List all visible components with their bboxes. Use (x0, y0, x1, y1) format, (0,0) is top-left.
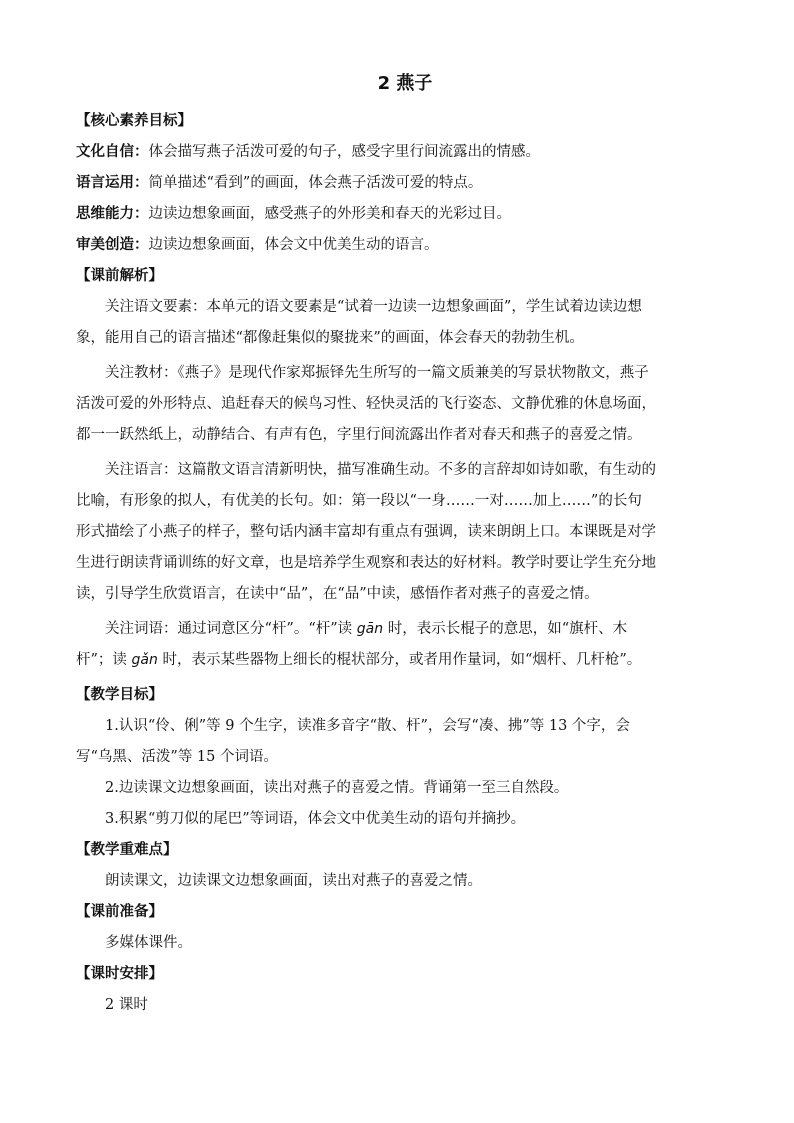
analysis-p1-line: 象，能用自己的语言描述“都像赶集似的聚拢来”的画面，体会春天的勃勃生机。 (76, 330, 584, 346)
teaching-goal-line: 写“乌黑、活泼”等 15 个词语。 (76, 749, 278, 765)
core-goal-item (76, 168, 718, 199)
analysis-p4-line (76, 614, 718, 645)
analysis-p4-text: 杆”；读 (76, 652, 132, 668)
core-goal-label: 语言运用： (76, 175, 149, 191)
core-goals-heading: 【核心素养目标】 (76, 113, 192, 129)
core-goal-item (76, 137, 718, 168)
analysis-p2-line: 关注教材：《燕子》是现代作家郑振铎先生所写的一篇文质兼美的写景状物散文，燕子 (105, 365, 649, 381)
key-points-text: 朗读课文，边读课文边想象画面，读出对燕子的喜爱之情。 (105, 873, 482, 889)
analysis-p3-line: 形式描绘了小燕子的样子，整句话内涵丰富却有重点有强调，读来朗朗上口。本课既是对学 (76, 524, 656, 540)
analysis-p4-text: 时，表示长棍子的意思，如“旗杆、木 (383, 621, 628, 637)
analysis-heading: 【课前解析】 (76, 268, 163, 284)
analysis-p3-line: 生进行朗读背诵训练的好文章，也是培养学生观察和表达的好材料。教学时要让学生充分地 (76, 555, 656, 571)
schedule-heading: 【课时安排】 (76, 966, 163, 982)
key-points-heading: 【教学重难点】 (76, 842, 178, 858)
analysis-p2-line: 活泼可爱的外形特点、追赶春天的候鸟习性、轻快灵活的飞行姿态、文静优雅的休息场面， (76, 396, 656, 412)
schedule-text: 2 课时 (105, 997, 148, 1013)
core-goal-label: 文化自信： (76, 144, 149, 160)
analysis-p4-text: 关注词语：通过词意区分“杆”。“杆”读 (105, 621, 357, 637)
analysis-p1-line: 关注语文要素：本单元的语文要素是“试着一边读一边想象画面”，学生试着边读边想 (105, 299, 642, 315)
teaching-goal-line: 3.积累“剪刀似的尾巴”等词语，体会文中优美生动的语句并摘抄。 (105, 811, 526, 827)
lesson-plan-page (76, 70, 718, 1021)
page-title: 2 燕子 (377, 73, 433, 94)
analysis-p3-line: 比喻，有形象的拟人，有优美的长句。如：第一段以“一身……一对……加上……”的长句 (76, 493, 642, 509)
core-goal-label: 审美创造： (76, 237, 149, 253)
teaching-goal-line: 1.认识“伶、俐”等 9 个生字，读准多音字“散、杆”，会写“凑、拂”等 13 个字，会 (105, 718, 630, 734)
teaching-goals-heading: 【教学目标】 (76, 687, 163, 703)
core-goal-text: 简单描述“看到”的画面，体会燕子活泼可爱的特点。 (148, 175, 483, 191)
analysis-p4-line (76, 645, 718, 676)
teaching-goal-line: 2.边读课文边想象画面，读出对燕子的喜爱之情。背诵第一至三自然段。 (105, 780, 569, 796)
core-goal-item (76, 199, 718, 230)
analysis-p4-text: 时，表示某些器物上细长的棍状部分，或者用作量词，如“烟杆、几杆枪”。 (157, 652, 642, 668)
analysis-p3-line: 读，引导学生欣赏语言，在读中“品”，在“品”中读，感悟作者对燕子的喜爱之情。 (76, 586, 599, 602)
analysis-p3-line: 关注语言：这篇散文语言清新明快，描写准确生动。不多的言辞却如诗如歌，有生动的 (105, 462, 656, 478)
core-goal-text: 边读边想象画面，感受燕子的外形美和春天的光彩过目。 (148, 206, 511, 222)
analysis-p2-line: 都一一跃然纸上，动静结合、有声有色，字里行间流露出作者对春天和燕子的喜爱之情。 (76, 427, 642, 443)
core-goal-item (76, 230, 718, 261)
core-goal-text: 边读边想象画面，体会文中优美生动的语言。 (148, 237, 439, 253)
pinyin-gan1: gān (356, 621, 384, 637)
preparation-text: 多媒体课件。 (105, 935, 192, 951)
core-goal-label: 思维能力： (76, 206, 149, 222)
core-goal-text: 体会描写燕子活泼可爱的句子，感受字里行间流露出的情感。 (148, 144, 540, 160)
pinyin-gan3: gǎn (131, 652, 158, 668)
preparation-heading: 【课前准备】 (76, 904, 163, 920)
